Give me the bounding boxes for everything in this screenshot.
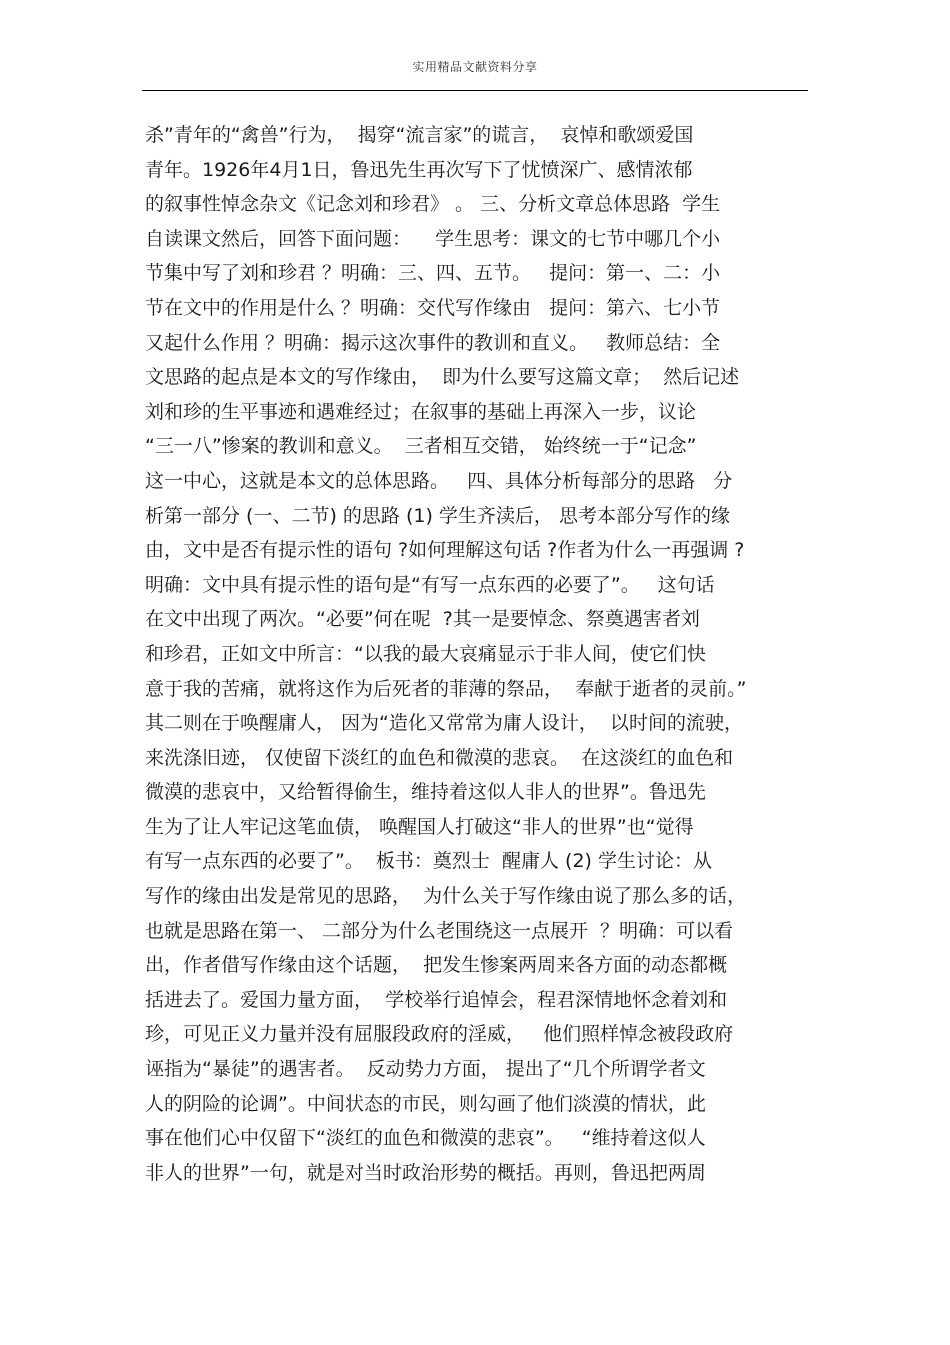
document-body xyxy=(145,118,835,1190)
text-line: 又起什么作用 ？明确：揭示这次事件的教训和直义。 教师总结：全 xyxy=(145,331,721,354)
text-line: 青年。1926年4月1日，鲁迅先生再次写下了忧愤深广、感情浓郁 xyxy=(145,158,693,181)
text-line: 这一中心，这就是本文的总体思路。 四、具体分析每部分的思路 分 xyxy=(145,469,733,492)
text-line: 来洗涤旧迹， 仅使留下淡红的血色和微漠的悲哀。 在这淡红的血色和 xyxy=(145,746,734,769)
text-line: 诬指为“暴徒”的遇害者。 反动势力方面， 提出了“几个所谓学者文 xyxy=(145,1058,706,1081)
text-line: 自读课文然后，回答下面问题： 学生思考：课文的七节中哪几个小 xyxy=(145,227,721,250)
text-line: 明确：文中具有提示性的语句是“有写一点东西的必要了”。 这句话 xyxy=(145,573,715,596)
text-line: 析第一部分 (一、二节) 的思路 (1) 学生齐渎后， 思考本部分写作的缘 xyxy=(145,504,730,527)
text-line: 节集中写了刘和珍君 ？明确：三、四、五节。 提问：第一、二：小 xyxy=(145,262,721,285)
text-line: 杀”青年的“禽兽”行为， 揭穿“流言家”的谎言， 哀悼和歌颂爱国 xyxy=(145,124,694,146)
header-divider xyxy=(142,90,808,91)
text-line: 写作的缘由出发是常见的思路， 为什么关于写作缘由说了那么多的话， xyxy=(145,885,747,908)
page-header: 实用精品文献资料分享 xyxy=(412,60,538,74)
text-line: 人的阴险的论调”。中间状态的市民，则勾画了他们淡漠的情状，此 xyxy=(145,1092,706,1115)
text-line: 节在文中的作用是什么 ？明确：交代写作缘由 提问：第六、七小节 xyxy=(145,296,721,319)
text-line: 和珍君，正如文中所言：“以我的最大哀痛显示于非人间，使它们快 xyxy=(145,642,706,665)
text-line: 刘和珍的生平事迹和遇难经过；在叙事的基础上再深入一步，议论 xyxy=(145,400,697,423)
text-line: 生为了让人牢记这笔血债， 唤醒国人打破这“非人的世界”也“觉得 xyxy=(145,815,694,838)
text-line: 微漠的悲哀中，又给暂得偷生，维持着这似人非人的世界”。鲁迅先 xyxy=(145,781,706,804)
text-line: 意于我的苦痛，就将这作为后死者的菲薄的祭品， 奉献于逝者的灵前。” xyxy=(145,677,747,700)
text-line: 文思路的起点是本文的写作缘由， 即为什么要写这篇文章； 然后记述 xyxy=(145,366,740,389)
text-line: 由，文中是否有提示性的语句 ?如何理解这句话 ?作者为什么一再强调 ? xyxy=(145,539,745,562)
text-line: 也就是思路在第一、 二部分为什么老围绕这一点展开 ？明确：可以看 xyxy=(145,919,734,942)
text-line: 其二则在于唤醒庸人， 因为“造化又常常为庸人设计， 以时间的流驶， xyxy=(145,712,743,735)
text-line: 在文中出现了两次。“必要”何在呢 ?其一是要悼念、祭奠遇害者刘 xyxy=(145,608,700,631)
text-line: “三一八”惨案的教训和意义。 三者相互交错， 始终统一于“记念” xyxy=(145,435,697,458)
text-line: 事在他们心中仅留下“淡红的血色和微漠的悲哀”。 “维持着这似人 xyxy=(145,1127,706,1150)
text-line: 珍，可见正义力量并没有屈服段政府的淫威， 他们照样悼念被段政府 xyxy=(145,1023,734,1046)
text-line: 非人的世界”一句，就是对当时政治形势的概括。再则，鲁迅把两周 xyxy=(145,1161,706,1184)
text-line: 有写一点东西的必要了”。 板书：奠烈士 醒庸人 (2) 学生讨论：从 xyxy=(145,850,712,873)
text-line: 出，作者借写作缘由这个话题， 把发生惨案两周来各方面的动态都概 xyxy=(145,954,728,977)
text-line: 的叙事性悼念杂文《记念刘和珍君》 。 三、分析文章总体思路 学生 xyxy=(145,193,721,216)
text-line: 括进去了。爱国力量方面， 学校举行追悼会，程君深情地怀念着刘和 xyxy=(145,988,728,1011)
